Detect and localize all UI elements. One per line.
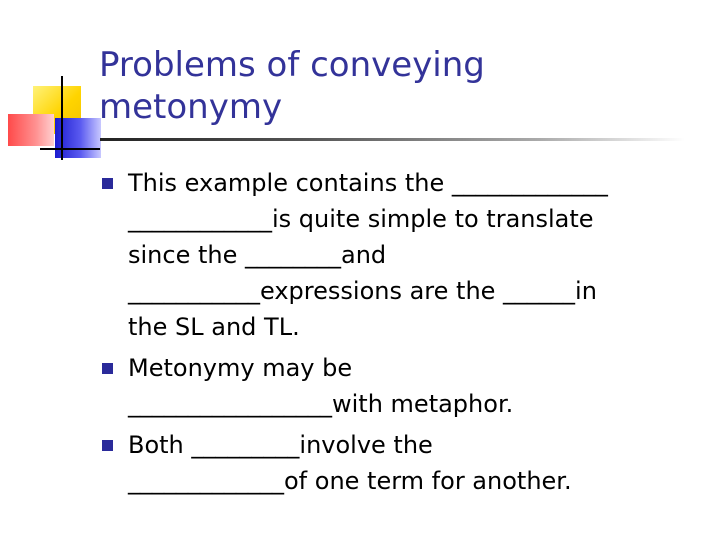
red-square-decoration bbox=[8, 114, 54, 146]
square-bullet-icon bbox=[102, 178, 113, 189]
bullet-item bbox=[100, 427, 700, 499]
bullet-item bbox=[100, 165, 700, 345]
slide-title-line: Problems of conveying bbox=[99, 45, 485, 85]
slide-title bbox=[99, 44, 699, 128]
square-bullet-icon bbox=[102, 440, 113, 451]
bullet-text-line: _________________with metaphor. bbox=[128, 390, 514, 418]
bullet-text-line: ____________is quite simple to translate bbox=[128, 205, 594, 233]
horizontal-line-decoration bbox=[40, 148, 100, 150]
decorative-squares bbox=[0, 0, 110, 170]
square-bullet-icon bbox=[102, 363, 113, 374]
bullet-text-line: since the ________and bbox=[128, 241, 387, 269]
slide-title-line: metonymy bbox=[99, 87, 283, 127]
bullet-text-line: ___________expressions are the ______in bbox=[128, 277, 597, 305]
bullet-text-line: Metonymy may be bbox=[128, 354, 353, 382]
bullet-text-line: the SL and TL. bbox=[128, 313, 300, 341]
title-underline-rule bbox=[100, 138, 685, 141]
bullet-list bbox=[100, 165, 700, 504]
bullet-item bbox=[100, 350, 700, 422]
bullet-text-line: Both _________involve the bbox=[128, 431, 433, 459]
bullet-text-line: _____________of one term for another. bbox=[128, 467, 572, 495]
bullet-text-line: This example contains the _____________ bbox=[128, 169, 608, 197]
